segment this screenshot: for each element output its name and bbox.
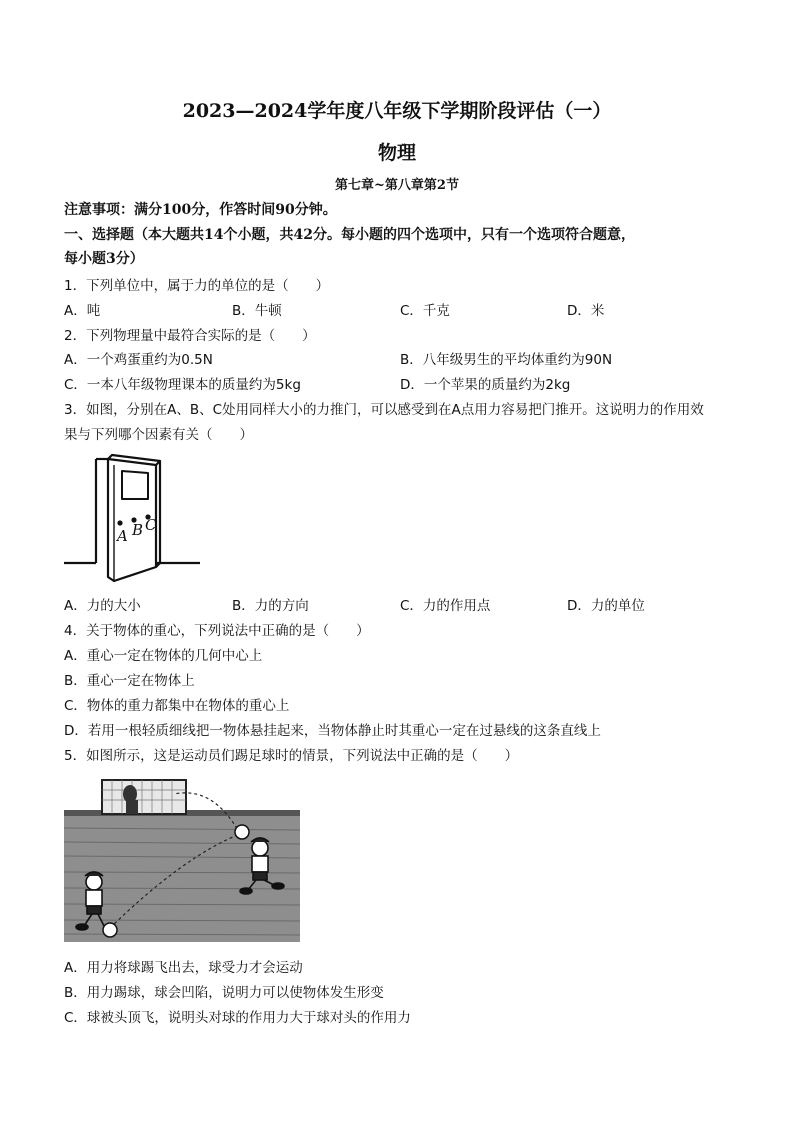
q4-stem: 4．关于物体的重心，下列说法中正确的是（ ） xyxy=(64,623,370,639)
section-heading-line1: 一、选择题（本大题共14个小题，共42分。每小题的四个选项中，只有一个选项符合题意， xyxy=(64,227,635,243)
q5-option-a: A．用力将球踢飞出去，球受力才会运动 xyxy=(64,960,303,976)
door-figure xyxy=(62,453,204,585)
exam-title: 2023—2024学年度八年级下学期阶段评估（一） xyxy=(182,100,612,122)
q2-option-d: D．一个苹果的质量约为2kg xyxy=(400,377,571,393)
exam-scope: 第七章~第八章第2节 xyxy=(335,178,459,193)
q2-option-a: A．一个鸡蛋重约为0.5N xyxy=(64,352,213,368)
section-heading-line2: 每小题3分） xyxy=(64,251,144,267)
q5-stem: 5．如图所示，这是运动员们踢足球时的情景，下列说法中正确的是（ ） xyxy=(64,748,519,764)
door-label-b: B xyxy=(132,521,144,539)
q3-stem-line1: 3．如图，分别在A、B、C处用同样大小的力推门，可以感受到在A点用力容易把门推开。这说明力的作用效 xyxy=(64,402,704,418)
door-label-c: C xyxy=(145,516,157,534)
q5-option-c: C．球被头顶飞，说明头对球的作用力大于球对头的作用力 xyxy=(64,1010,411,1026)
q1-option-b: B．牛顿 xyxy=(232,303,282,319)
q1-stem: 1．下列单位中，属于力的单位的是（ ） xyxy=(64,278,330,294)
q4-option-d: D．若用一根轻质细线把一物体悬挂起来，当物体静止时其重心一定在过悬线的这条直线上 xyxy=(64,723,601,739)
q1-option-a: A．吨 xyxy=(64,303,101,319)
q3-option-a: A．力的大小 xyxy=(64,598,141,614)
subject-title: 物理 xyxy=(377,142,416,164)
q3-stem-line2: 果与下列哪个因素有关（ ） xyxy=(64,427,253,443)
q1-option-d: D．米 xyxy=(567,303,605,319)
q4-option-c: C．物体的重力都集中在物体的重心上 xyxy=(64,698,290,714)
door-label-a: A xyxy=(117,527,128,545)
q4-option-a: A．重心一定在物体的几何中心上 xyxy=(64,648,263,664)
q2-stem: 2．下列物理量中最符合实际的是（ ） xyxy=(64,328,316,344)
q1-option-c: C．千克 xyxy=(400,303,450,319)
q2-option-b: B．八年级男生的平均体重约为90N xyxy=(400,352,613,368)
q3-option-c: C．力的作用点 xyxy=(400,598,491,614)
soccer-figure xyxy=(64,776,300,942)
notice: 注意事项：满分100分，作答时间90分钟。 xyxy=(64,202,337,218)
q5-option-b: B．用力踢球，球会凹陷，说明力可以使物体发生形变 xyxy=(64,985,384,1001)
q3-option-d: D．力的单位 xyxy=(567,598,645,614)
q2-option-c: C．一本八年级物理课本的质量约为5kg xyxy=(64,377,301,393)
q3-option-b: B．力的方向 xyxy=(232,598,309,614)
q4-option-b: B．重心一定在物体上 xyxy=(64,673,195,689)
